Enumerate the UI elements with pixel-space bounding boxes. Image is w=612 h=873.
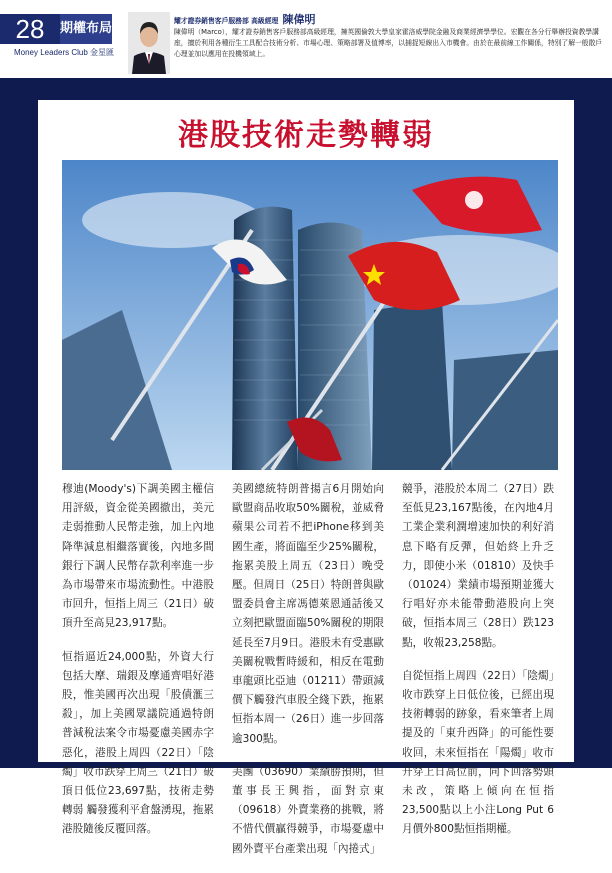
- paragraph: 自從恒指上周四（22日）「陰燭」收市跌穿上日低位後，已經出現技術轉弱的跡象，看來筆者上周提及的「東升西降」的可能性要收回，未來恒指在「陽燭」收市升穿上日高位前，向下回落勢頭未改，策略上傾向在恒指23,500點以上小注Long Put 6月價外800點恒指期權。: [402, 669, 554, 836]
- section-label: 期權布局: [60, 14, 112, 44]
- club-label: Money Leaders Club 金星匯: [13, 48, 115, 57]
- paragraph: 美團（03690）業績勝預期，但董事長王興指，面對京東（09618）外賣業務的挑戰，將不惜代價贏得競爭，市場憂慮中國外賣平台產業出現「內捲式」: [232, 765, 384, 855]
- page-header: [0, 0, 612, 78]
- article-headline: 港股技術走勢轉弱: [178, 118, 434, 153]
- author-info: [174, 14, 606, 60]
- author-bio: 陳偉明（Marco），耀才證券銷售客戶服務部高級經理，擁英國倫敦大學皇家霍洛威學院金融及商業經濟學學位。宏觀在各分行舉辦投資教學講座，擅於利用各種衍生工具配合技術分析、市場心理、策略部署及值博率，以捕捉短線出入市機會。由於在最前線工作關係，特別了解一般散戶心理並加以應用在投機領域上。: [174, 28, 603, 58]
- page-number: 28: [0, 14, 60, 44]
- paragraph: 美國總統特朗普揚言6月開始向歐盟商品收取50%關稅，並威脅蘋果公司若不把iPhone移到美國生產，將面臨至少25%關稅，拖累美股上周五（23日）晚受壓。但周日（25日）特朗普與歐盟委員會主席馮德萊恩通話後又立刻把歐盟面臨50%關稅的期限延長至7月9日。港股未有受惠歐美關稅戰暫時緩和，相反在電動車龍頭比亞迪（01211）帶頭減價下觸發汽車股全綫下跌，拖累恒指本周一（26日）進一步回落逾300點。: [232, 483, 384, 745]
- paragraph: 穆迪(Moody's)下調美國主權信用評級，資金從美國撤出，美元走弱推動人民幣走強，加上內地降準減息相繼落實後，內地多間銀行下調人民幣存款利率進一步為市場帶來市場流動性。中港股市回升，恒指上周三（21日）破頂升至高見23,917點。: [62, 483, 214, 630]
- article-column-3: [402, 480, 554, 854]
- author-photo: [128, 12, 170, 74]
- article-photo: [62, 160, 558, 470]
- author-name: 陳偉明: [282, 13, 316, 26]
- paragraph: 競爭，港股於本周二（27日）跌至低見23,167點後，在內地4月工業企業利潤增速加快的利好消息下略有反彈，但始終上升乏力，即使小米（01810）及快手（01024）業績市場預期並獲大行唱好亦未能帶動港股向上突破，恒指本周三（28日）跌123點，收報23,258點。: [402, 483, 554, 649]
- article-column-2: [232, 480, 384, 873]
- article-card: [38, 100, 574, 855]
- author-title: 耀才證券銷售客戶服務部 高級經理: [174, 17, 279, 25]
- article-column-1: [62, 480, 214, 854]
- paragraph: 恒指逼近24,000點，外資大行包括大摩、瑞銀及摩通齊唱好港股，惟美國再次出現「股債滙三殺」，加上美國眾議院通過特朗普減稅法案令市場憂慮美國赤字惡化，港股上周四（22日）「陰燭」收市跌穿上周三（21日）破頂日低位23,697點，技術走勢轉弱 觸發獲利平倉盤湧現，拖累港股隨後反覆回落。: [62, 650, 214, 836]
